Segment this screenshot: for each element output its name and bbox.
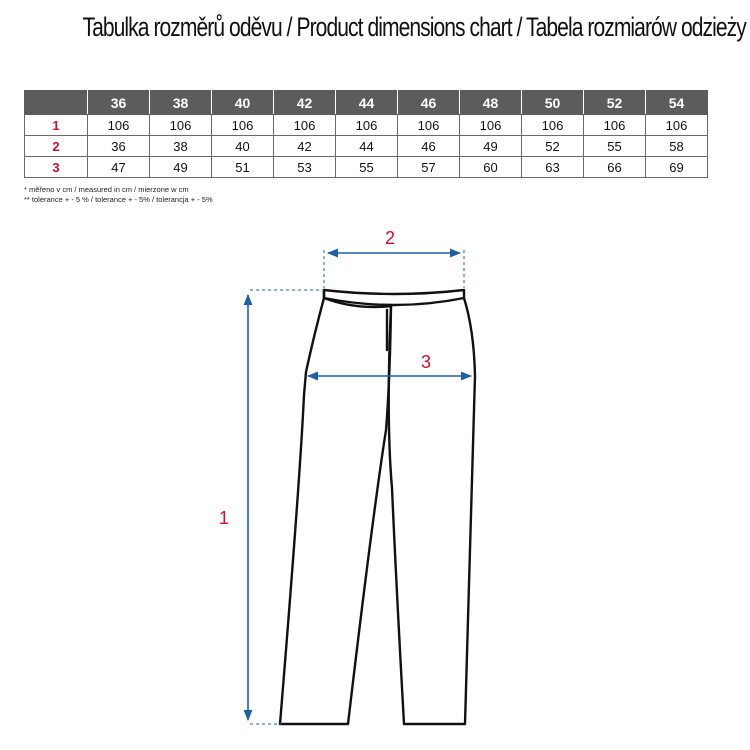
table-cell: 57 xyxy=(398,157,460,178)
table-cell: 55 xyxy=(336,157,398,178)
table-cell: 58 xyxy=(646,136,708,157)
waistband xyxy=(324,290,475,724)
table-cell: 49 xyxy=(150,157,212,178)
note-tolerance: ** tolerance + - 5 % / tolerance + - 5% / tolerancja + - 5% xyxy=(24,195,213,204)
table-cell: 106 xyxy=(274,115,336,136)
table-cell: 69 xyxy=(646,157,708,178)
size-header: 50 xyxy=(522,91,584,115)
size-header: 46 xyxy=(398,91,460,115)
table-cell: 106 xyxy=(460,115,522,136)
table-cell: 106 xyxy=(88,115,150,136)
size-header: 40 xyxy=(212,91,274,115)
table-cell: 106 xyxy=(522,115,584,136)
table-cell: 106 xyxy=(212,115,274,136)
row-label: 1 xyxy=(25,115,88,136)
table-cell: 106 xyxy=(646,115,708,136)
trousers-outline xyxy=(280,290,475,724)
table-cell: 47 xyxy=(88,157,150,178)
table-cell: 49 xyxy=(460,136,522,157)
measure-label-thigh: 3 xyxy=(420,352,432,372)
left-leg xyxy=(280,290,391,724)
table-cell: 44 xyxy=(336,136,398,157)
table-cell: 38 xyxy=(150,136,212,157)
measure-label-length: 1 xyxy=(218,508,230,528)
row-label: 3 xyxy=(25,157,88,178)
table-cell: 42 xyxy=(274,136,336,157)
table-cell: 52 xyxy=(522,136,584,157)
size-header: 54 xyxy=(646,91,708,115)
table-cell: 66 xyxy=(584,157,646,178)
table-cell: 60 xyxy=(460,157,522,178)
table-cell: 106 xyxy=(584,115,646,136)
table-cell: 36 xyxy=(88,136,150,157)
table-cell: 106 xyxy=(398,115,460,136)
size-header: 44 xyxy=(336,91,398,115)
table-cell: 63 xyxy=(522,157,584,178)
size-header: 48 xyxy=(460,91,522,115)
row-label: 2 xyxy=(25,136,88,157)
size-header: 36 xyxy=(88,91,150,115)
table-cell: 106 xyxy=(150,115,212,136)
page-title: Tabulka rozměrů oděvu / Product dimensions chart / Tabela rozmiarów odzieży xyxy=(82,12,746,42)
note-measured: * měřeno v cm / measured in cm / mierzone w cm xyxy=(24,185,189,194)
measure-label-waist: 2 xyxy=(384,228,396,248)
table-cell: 51 xyxy=(212,157,274,178)
size-header: 38 xyxy=(150,91,212,115)
size-header: 42 xyxy=(274,91,336,115)
size-header: 52 xyxy=(584,91,646,115)
table-cell: 40 xyxy=(212,136,274,157)
table-cell: 106 xyxy=(336,115,398,136)
table-cell: 55 xyxy=(584,136,646,157)
table-cell: 46 xyxy=(398,136,460,157)
table-cell: 53 xyxy=(274,157,336,178)
